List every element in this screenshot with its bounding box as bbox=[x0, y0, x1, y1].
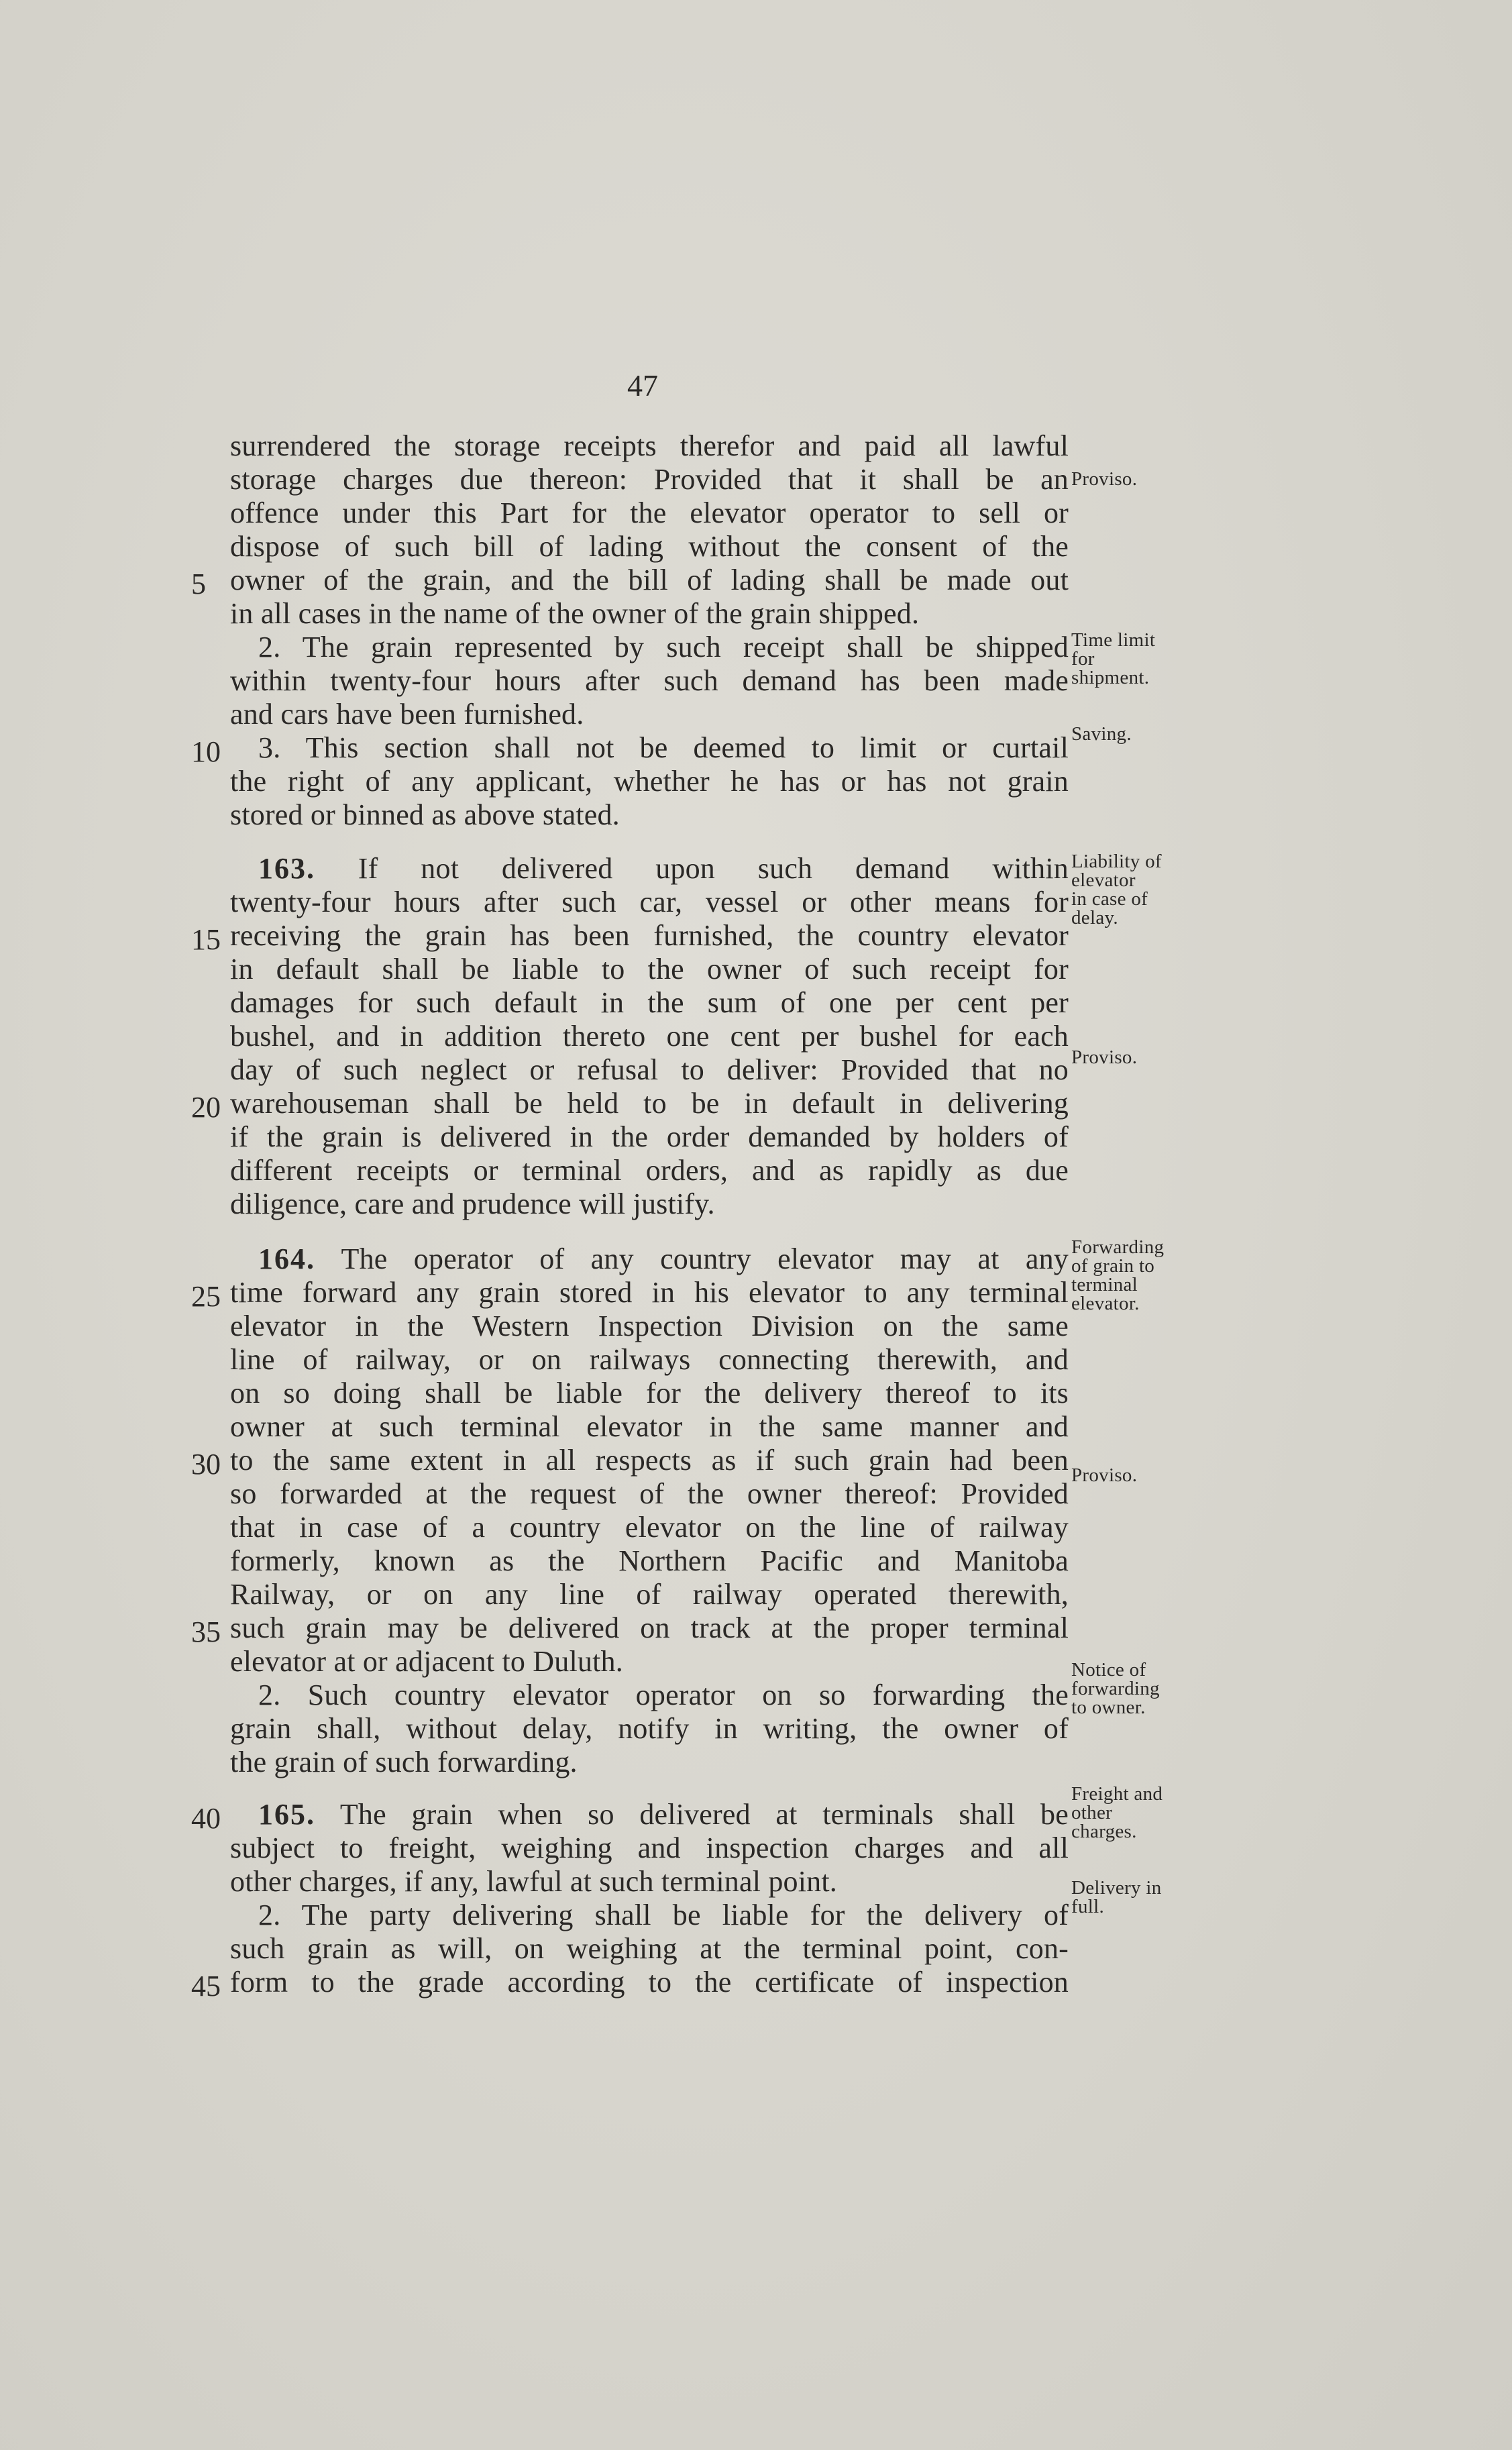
margin-note-line: Proviso. bbox=[1071, 468, 1138, 490]
text-line: Railway, or on any line of railway operated therewith, bbox=[230, 1578, 1069, 1611]
text-line: the grain of such forwarding. bbox=[230, 1746, 578, 1778]
margin-note-line: other bbox=[1071, 1802, 1113, 1823]
text-line: to the same extent in all respects as if such grain had been bbox=[230, 1444, 1069, 1477]
text-line: if the grain is delivered in the order demanded by holders of bbox=[230, 1120, 1069, 1153]
margin-note bbox=[1071, 1238, 1205, 1313]
line-number: 25 bbox=[191, 1280, 221, 1313]
text-line: different receipts or terminal orders, and as rapidly as due bbox=[230, 1154, 1069, 1187]
line-number: 45 bbox=[191, 1970, 221, 2003]
margin-note-line: Saving. bbox=[1071, 723, 1132, 745]
margin-note-line: elevator bbox=[1071, 869, 1136, 891]
margin-note-line: shipment. bbox=[1071, 667, 1150, 688]
text-line: offence under this Part for the elevator operator to sell or bbox=[230, 496, 1069, 529]
text-line: storage charges due thereon: Provided that it shall be an bbox=[230, 463, 1069, 496]
margin-note-line: terminal bbox=[1071, 1274, 1138, 1295]
text-line: grain shall, without delay, notify in writing, the owner of bbox=[230, 1712, 1069, 1745]
section-number: 165. bbox=[258, 1798, 315, 1831]
margin-note bbox=[1071, 1660, 1205, 1717]
text-line: formerly, known as the Northern Pacific and Manitoba bbox=[230, 1544, 1069, 1577]
section-number: 163. bbox=[258, 852, 315, 885]
margin-note-line: Proviso. bbox=[1071, 1464, 1138, 1486]
text-line: 2. The grain represented by such receipt shall be shipped bbox=[258, 631, 1069, 663]
margin-note bbox=[1071, 852, 1205, 927]
margin-note bbox=[1071, 470, 1205, 488]
line-number: 30 bbox=[191, 1448, 221, 1481]
margin-note-line: charges. bbox=[1071, 1821, 1137, 1842]
text-line: owner at such terminal elevator in the same manner and bbox=[230, 1410, 1069, 1443]
margin-note-line: forwarding bbox=[1071, 1678, 1160, 1699]
text-line: surrendered the storage receipts therefor and paid all lawful bbox=[230, 429, 1069, 462]
text-line: receiving the grain has been furnished, the country elevator bbox=[230, 919, 1069, 952]
text-line: 2. Such country elevator operator on so forwarding the bbox=[258, 1679, 1069, 1711]
margin-note-line: Proviso. bbox=[1071, 1047, 1138, 1068]
line-number: 5 bbox=[191, 568, 206, 600]
text-line: diligence, care and prudence will justify. bbox=[230, 1187, 715, 1220]
text-line: such grain may be delivered on track at the proper terminal bbox=[230, 1611, 1069, 1644]
page-number: 47 bbox=[627, 368, 658, 403]
margin-note-line: full. bbox=[1071, 1896, 1105, 1917]
margin-note bbox=[1071, 1878, 1205, 1916]
text-line: on so doing shall be liable for the delivery thereof to its bbox=[230, 1377, 1069, 1409]
text-line: elevator in the Western Inspection Division on the same bbox=[230, 1310, 1069, 1342]
margin-note-line: Forwarding bbox=[1071, 1236, 1165, 1258]
margin-note bbox=[1071, 1785, 1205, 1841]
line-number: 20 bbox=[191, 1091, 221, 1124]
margin-note-line: Time limit bbox=[1071, 629, 1156, 651]
margin-note bbox=[1071, 631, 1205, 687]
text-line: elevator at or adjacent to Duluth. bbox=[230, 1645, 623, 1678]
text-line: 164. The operator of any country elevator may at any bbox=[258, 1242, 1069, 1275]
text-line: 165. The grain when so delivered at terminals shall be bbox=[258, 1798, 1069, 1831]
text-line: stored or binned as above stated. bbox=[230, 798, 620, 831]
text-line: owner of the grain, and the bill of lading shall be made out bbox=[230, 564, 1069, 596]
margin-note-line: to owner. bbox=[1071, 1697, 1146, 1718]
text-line: in default shall be liable to the owner of such receipt for bbox=[230, 953, 1069, 986]
text-line: within twenty-four hours after such demand has been made bbox=[230, 664, 1069, 697]
margin-note-line: Freight and bbox=[1071, 1783, 1163, 1805]
text-line: 163. If not delivered upon such demand within bbox=[258, 852, 1069, 885]
text-line: 2. The party delivering shall be liable for the delivery of bbox=[258, 1899, 1069, 1931]
text-line: 3. This section shall not be deemed to limit or curtail bbox=[258, 731, 1069, 764]
text-line: such grain as will, on weighing at the terminal point, con- bbox=[230, 1932, 1069, 1965]
text-line: form to the grade according to the certificate of inspection bbox=[230, 1966, 1069, 1999]
margin-note-line: for bbox=[1071, 648, 1095, 670]
text-line: time forward any grain stored in his elevator to any terminal bbox=[230, 1276, 1069, 1309]
margin-note-line: of grain to bbox=[1071, 1255, 1155, 1277]
text-line: bushel, and in addition thereto one cent per bushel for each bbox=[230, 1020, 1069, 1053]
line-number: 40 bbox=[191, 1802, 221, 1835]
text-line: in all cases in the name of the owner of the grain shipped. bbox=[230, 597, 920, 630]
margin-note-line: Liability of bbox=[1071, 851, 1162, 872]
margin-note bbox=[1071, 1048, 1205, 1067]
text-line: line of railway, or on railways connecting therewith, and bbox=[230, 1343, 1069, 1376]
margin-note bbox=[1071, 1466, 1205, 1485]
text-line: and cars have been furnished. bbox=[230, 698, 584, 731]
text-line: warehouseman shall be held to be in default in delivering bbox=[230, 1087, 1069, 1120]
margin-note-line: delay. bbox=[1071, 907, 1118, 928]
text-line: that in case of a country elevator on the line of railway bbox=[230, 1511, 1069, 1544]
line-number: 15 bbox=[191, 923, 221, 956]
margin-note bbox=[1071, 725, 1205, 743]
margin-note-line: Delivery in bbox=[1071, 1877, 1162, 1899]
margin-note-line: in case of bbox=[1071, 888, 1148, 910]
text-line: day of such neglect or refusal to deliver: Provided that no bbox=[230, 1053, 1069, 1086]
text-line: damages for such default in the sum of one per cent per bbox=[230, 986, 1069, 1019]
section-number: 164. bbox=[258, 1242, 315, 1275]
line-number: 10 bbox=[191, 735, 221, 768]
margin-note-line: Notice of bbox=[1071, 1659, 1146, 1681]
text-line: other charges, if any, lawful at such terminal point. bbox=[230, 1865, 837, 1898]
text-line: so forwarded at the request of the owner thereof: Provided bbox=[230, 1477, 1069, 1510]
text-line: subject to freight, weighing and inspection charges and all bbox=[230, 1831, 1069, 1864]
margin-note-line: elevator. bbox=[1071, 1293, 1140, 1314]
text-line: dispose of such bill of lading without the consent of the bbox=[230, 530, 1069, 563]
text-line: twenty-four hours after such car, vessel or other means for bbox=[230, 886, 1069, 918]
text-line: the right of any applicant, whether he has or has not grain bbox=[230, 765, 1069, 798]
line-number: 35 bbox=[191, 1615, 221, 1648]
